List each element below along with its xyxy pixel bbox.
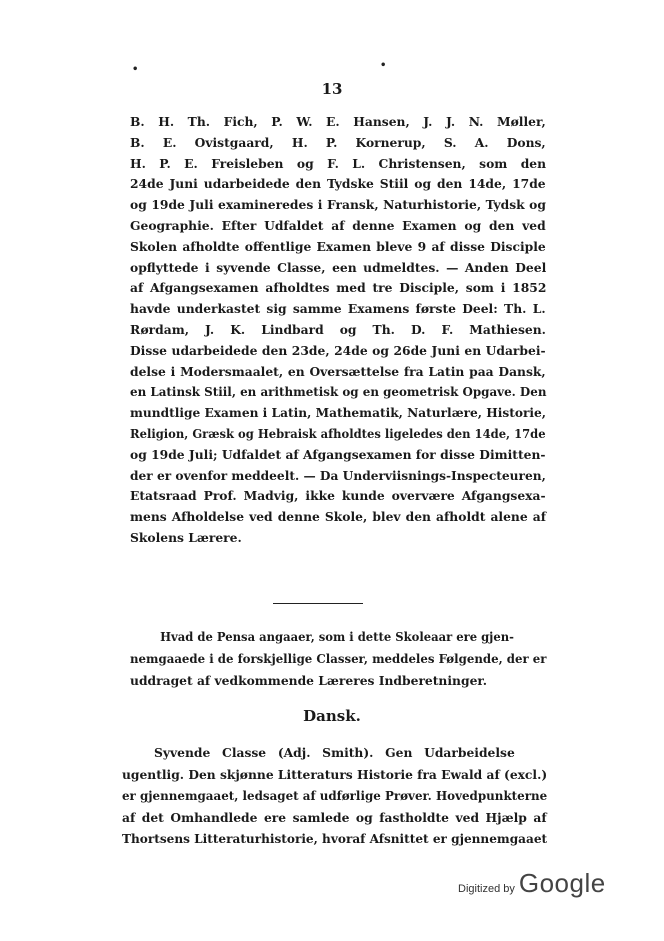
text-line: 24de Juni udarbeidede den Tydske Stiil og den 14de, 17de	[130, 176, 546, 192]
text-line: havde underkastet sig samme Examens første Deel: Th. L.	[130, 301, 546, 317]
page-number: 13	[321, 80, 343, 98]
text-line: af det Omhandlede ere samlede og fastholdte ved Hjælp af	[122, 809, 547, 825]
google-logo: Google	[518, 868, 606, 898]
print-mark-right: •	[380, 60, 387, 71]
text-line: er gjennemgaaet, ledsaget af udførlige Prøver. Hovedpunkterne	[122, 788, 548, 803]
text-line: ugentlig. Den skjønne Litteraturs Historie fra Ewald af (excl.)	[122, 766, 548, 782]
text-line: delse i Modersmaalet, en Oversættelse fra Latin paa Dansk,	[130, 363, 546, 379]
text-line: Etatsraad Prof. Madvig, ikke kunde overvære Afgangsexa-	[130, 488, 546, 504]
text-line: H. P. E. Freisleben og F. L. Christensen, som den	[130, 155, 547, 171]
text-line: B. H. Th. Fich, P. W. E. Hansen, J. J. N. Møller,	[130, 114, 546, 129]
digitized-by-label: Digitized by	[458, 883, 515, 895]
text-line: nemgaaede i de forskjellige Classer, meddeles Følgende, der er	[130, 651, 547, 666]
google-watermark	[458, 868, 606, 899]
text-line: Rørdam, J. K. Lindbard og Th. D. F. Mathiesen.	[130, 321, 546, 337]
paragraph-2	[130, 626, 546, 692]
print-mark-left: •	[132, 64, 139, 75]
text-line: Skolens Lærere.	[130, 529, 242, 545]
section-divider	[273, 603, 363, 604]
section-heading: Dansk.	[303, 707, 361, 725]
text-line: og 19de Juli examineredes i Fransk, Naturhistorie, Tydsk og	[130, 197, 546, 213]
text-line: B. E. Ovistgaard, H. P. Kornerup, S. A. Dons,	[130, 134, 546, 150]
text-line: Hvad de Pensa angaaer, som i dette Skoleaar ere gjen-	[160, 629, 514, 644]
text-line: opflyttede i syvende Classe, een udmeldtes. — Anden Deel	[130, 259, 547, 275]
paragraph-3	[122, 742, 547, 850]
text-line: Religion, Græsk og Hebraisk afholdtes ligeledes den 14de, 17de	[130, 425, 546, 441]
text-line: Syvende Classe (Adj. Smith). Gen Udarbeidelse	[154, 745, 515, 760]
text-line: Skolen afholdte offentlige Examen bleve 9 af disse Disciple	[130, 238, 546, 254]
text-line: en Latinsk Stiil, en arithmetisk og en geometrisk Opgave. Den	[130, 384, 547, 400]
text-line: Disse udarbeidede den 23de, 24de og 26de Juni en Udarbei-	[130, 342, 546, 358]
text-line: uddraget af vedkommende Læreres Indberetninger.	[130, 673, 488, 688]
text-line: Geographie. Efter Udfaldet af denne Examen og den ved	[130, 217, 546, 233]
paragraph-1	[130, 112, 546, 549]
text-line: mens Afholdelse ved denne Skole, blev den afholdt alene af	[130, 509, 547, 525]
text-line: der er ovenfor meddeelt. — Da Underviisnings-Inspecteuren,	[130, 467, 546, 483]
text-line: mundtlige Examen i Latin, Mathematik, Naturlære, Historie,	[130, 405, 546, 421]
text-line: af Afgangsexamen afholdtes med tre Disciple, som i 1852	[130, 280, 547, 296]
text-line: og 19de Juli; Udfaldet af Afgangsexamen for disse Dimitten-	[130, 446, 546, 462]
text-line: Thortsens Litteraturhistorie, hvoraf Afsnittet er gjennemgaaet	[122, 831, 548, 846]
